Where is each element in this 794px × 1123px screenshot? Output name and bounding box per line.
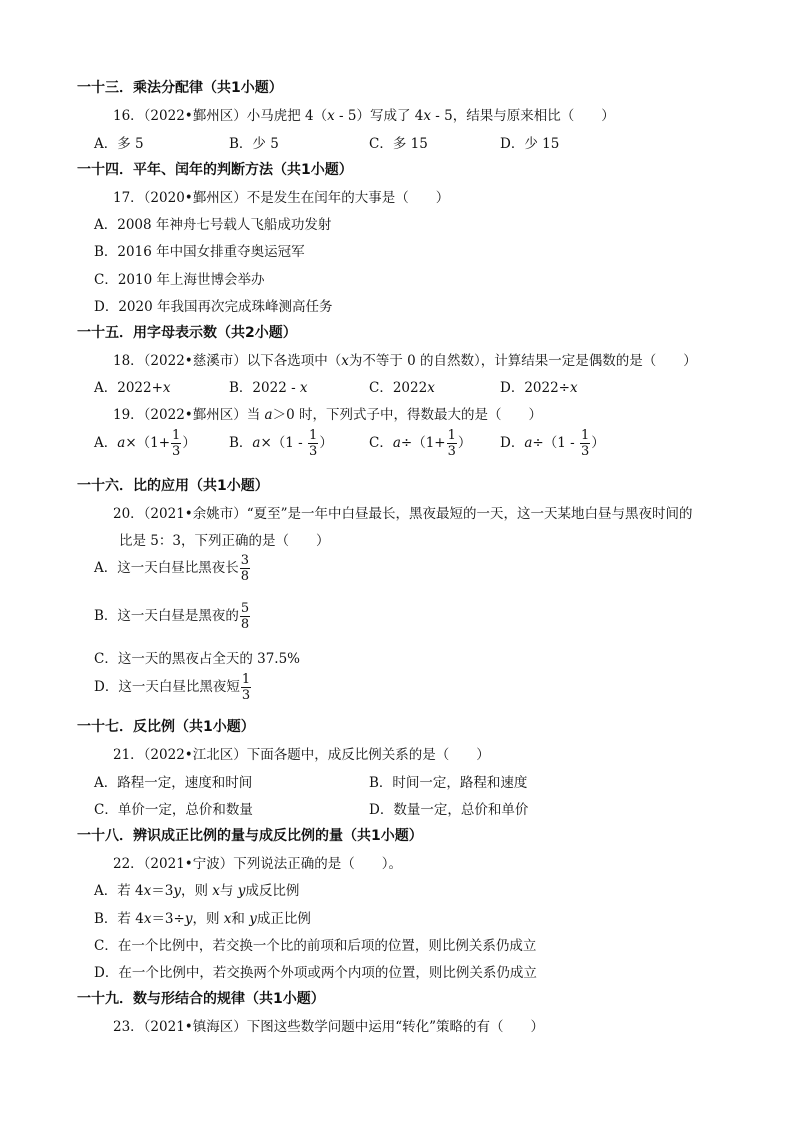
option-a: A．2022+x bbox=[94, 380, 171, 396]
question-18-stem: 18．（2022•慈溪市）以下各选项中（x为不等于 0 的自然数），计算结果一定是偶数的是（ ） bbox=[113, 353, 697, 369]
option-b: B．a×（1 - $\frac{1}{3}$ ） bbox=[229, 428, 333, 459]
option-d: D．2022÷x bbox=[500, 380, 578, 396]
option-b: B．时间一定，路程和速度 bbox=[369, 775, 528, 791]
option-a: A．2008 年神舟七号载人飞船成功发射 bbox=[94, 217, 332, 233]
fraction: $\frac{1}{3}$ bbox=[580, 428, 590, 459]
option-d: D．少 15 bbox=[500, 136, 560, 152]
option-d: D．在一个比例中，若交换两个外项或两个内项的位置，则比例关系仍成立 bbox=[94, 965, 537, 981]
option-b: B．2022 - x bbox=[229, 380, 308, 396]
fraction: $\frac{3}{8}$ bbox=[240, 553, 250, 584]
section-heading: 一十四．平年、闰年的判断方法（共1小题） bbox=[77, 162, 353, 178]
question-20-stem-line1: 20．（2021•余姚市）“夏至”是一年中白昼最长，黑夜最短的一天，这一天某地白昼与黑夜时间的 bbox=[113, 506, 693, 522]
option-d: D．a÷（1 - $\frac{1}{3}$ ） bbox=[500, 428, 605, 459]
question-20-stem-line2: 比是 5：3，下列正确的是（ ） bbox=[119, 533, 330, 549]
question-17-stem: 17．（2020•鄞州区）不是发生在闰年的大事是（ ） bbox=[113, 190, 450, 206]
option-c: C．2022x bbox=[369, 380, 435, 396]
option-a: A．若 4x＝3y，则 x与 y成反比例 bbox=[94, 883, 300, 899]
option-a: A．这一天白昼比黑夜长 $\frac{3}{8}$ bbox=[94, 553, 250, 584]
option-a: A．路程一定，速度和时间 bbox=[94, 775, 253, 791]
section-heading: 一十七．反比例（共1小题） bbox=[77, 719, 255, 735]
question-21-stem: 21．（2022•江北区）下面各题中，成反比例关系的是（ ） bbox=[113, 747, 490, 763]
fraction: $\frac{1}{3}$ bbox=[309, 428, 318, 459]
option-b: B．这一天白昼是黑夜的 $\frac{5}{8}$ bbox=[94, 601, 250, 632]
option-a: A．多 5 bbox=[94, 136, 144, 152]
fraction: $\frac{1}{3}$ bbox=[241, 672, 251, 703]
section-heading: 一十八．辨识成正比例的量与成反比例的量（共1小题） bbox=[77, 828, 423, 844]
fraction: $\frac{1}{3}$ bbox=[447, 428, 456, 459]
fraction: $\frac{1}{3}$ bbox=[172, 428, 181, 459]
option-d: D．2020 年我国再次完成珠峰测高任务 bbox=[94, 299, 333, 315]
option-d: D．数量一定，总价和单价 bbox=[369, 802, 529, 818]
section-heading: 一十三．乘法分配律（共1小题） bbox=[77, 80, 283, 96]
option-c: C．在一个比例中，若交换一个比的前项和后项的位置，则比例关系仍成立 bbox=[94, 938, 537, 954]
option-d: D．这一天白昼比黑夜短 $\frac{1}{3}$ bbox=[94, 672, 251, 703]
question-23-stem: 23．（2021•镇海区）下图这些数学问题中运用“转化”策略的有（ ） bbox=[113, 1019, 545, 1035]
section-heading: 一十六．比的应用（共1小题） bbox=[77, 478, 269, 494]
option-c: C．a÷（1+ $\frac{1}{3}$ ） bbox=[369, 428, 472, 459]
question-19-stem: 19．（2022•鄞州区）当 a＞0 时，下列式子中，得数最大的是（ ） bbox=[113, 407, 542, 423]
option-c: C．2010 年上海世博会举办 bbox=[94, 272, 265, 288]
fraction: $\frac{5}{8}$ bbox=[240, 601, 250, 632]
option-b: B．少 5 bbox=[229, 136, 279, 152]
question-16-stem: 16．（2022•鄞州区）小马虎把 4（x - 5）写成了 4x - 5，结果与原来相比（ ） bbox=[113, 108, 615, 124]
section-heading: 一十五．用字母表示数（共2小题） bbox=[77, 325, 297, 341]
option-a: A．a×（1+ $\frac{1}{3}$ ） bbox=[94, 428, 196, 459]
option-c: C．这一天的黑夜占全天的 37.5% bbox=[94, 651, 301, 667]
question-22-stem: 22．（2021•宁波）下列说法正确的是（ ）。 bbox=[113, 856, 402, 872]
option-b: B．若 4x＝3÷y，则 x和 y成正比例 bbox=[94, 911, 311, 927]
option-c: C．单价一定，总价和数量 bbox=[94, 802, 253, 818]
option-b: B．2016 年中国女排重夺奥运冠军 bbox=[94, 244, 305, 260]
option-c: C．多 15 bbox=[369, 136, 428, 152]
section-heading: 一十九．数与形结合的规律（共1小题） bbox=[77, 991, 325, 1007]
